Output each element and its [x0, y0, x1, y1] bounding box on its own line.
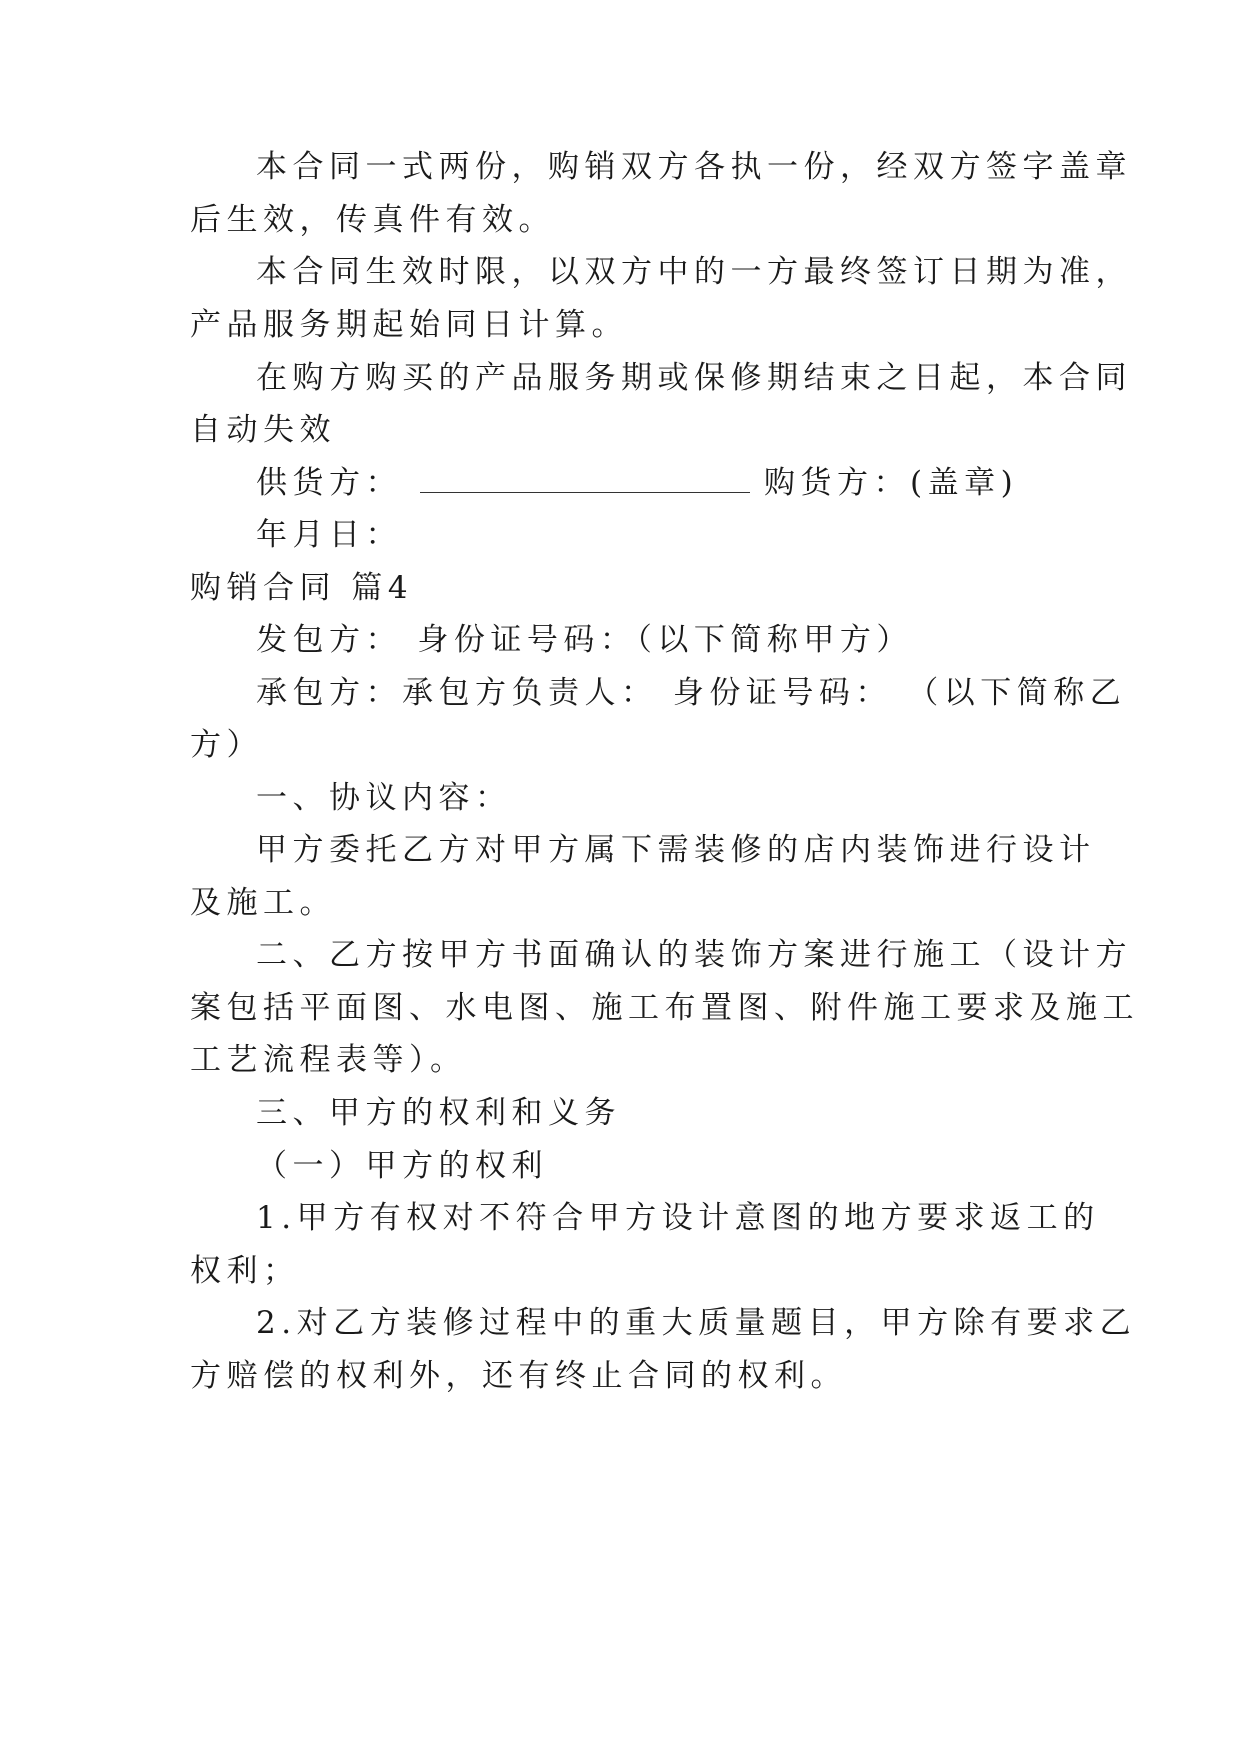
paragraph-line: 权利； [190, 1253, 300, 1289]
paragraph-line: 方） [190, 727, 263, 763]
supplier-label: 供货方： [256, 465, 402, 501]
section-heading: 购销合同 篇4 [190, 570, 414, 606]
paragraph-line: 产品服务期起始同日计算。 [190, 307, 628, 343]
paragraph-line: 案包括平面图、水电图、施工布置图、附件施工要求及施工 [190, 990, 1139, 1026]
paragraph-line: 自动失效 [190, 412, 336, 448]
signature-line [256, 463, 1018, 503]
paragraph-line: 2.对乙方装修过程中的重大质量题目，甲方除有要求乙 [256, 1305, 1137, 1341]
date-line: 年月日： [256, 517, 402, 553]
paragraph-line: 发包方： 身份证号码：（以下简称甲方） [256, 622, 913, 658]
paragraph-line: 一、协议内容： [256, 780, 512, 816]
paragraph-line: 本合同一式两份，购销双方各执一份，经双方签字盖章 [256, 149, 1132, 185]
paragraph-line: 甲方委托乙方对甲方属下需装修的店内装饰进行设计 [256, 832, 1096, 868]
paragraph-line: 方赔偿的权利外，还有终止合同的权利。 [190, 1358, 847, 1394]
paragraph-line: 1.甲方有权对不符合甲方设计意图的地方要求返工的 [256, 1200, 1100, 1236]
paragraph-line: 在购方购买的产品服务期或保修期结束之日起，本合同 [256, 360, 1132, 396]
paragraph-line: 承包方：承包方负责人： 身份证号码： （以下简称乙 [256, 675, 1127, 711]
paragraph-line: 二、乙方按甲方书面确认的装饰方案进行施工（设计方 [256, 937, 1132, 973]
supplier-blank [420, 464, 750, 493]
paragraph-line: 本合同生效时限，以双方中的一方最终签订日期为准， [256, 254, 1132, 290]
paragraph-line: 三、甲方的权利和义务 [256, 1095, 621, 1131]
buyer-label: 购货方：(盖章) [764, 465, 1019, 501]
paragraph-line: 后生效，传真件有效。 [190, 202, 555, 238]
paragraph-line: 工艺流程表等）。 [190, 1042, 467, 1078]
paragraph-line: 及施工。 [190, 885, 336, 921]
paragraph-line: （一）甲方的权利 [256, 1148, 548, 1184]
